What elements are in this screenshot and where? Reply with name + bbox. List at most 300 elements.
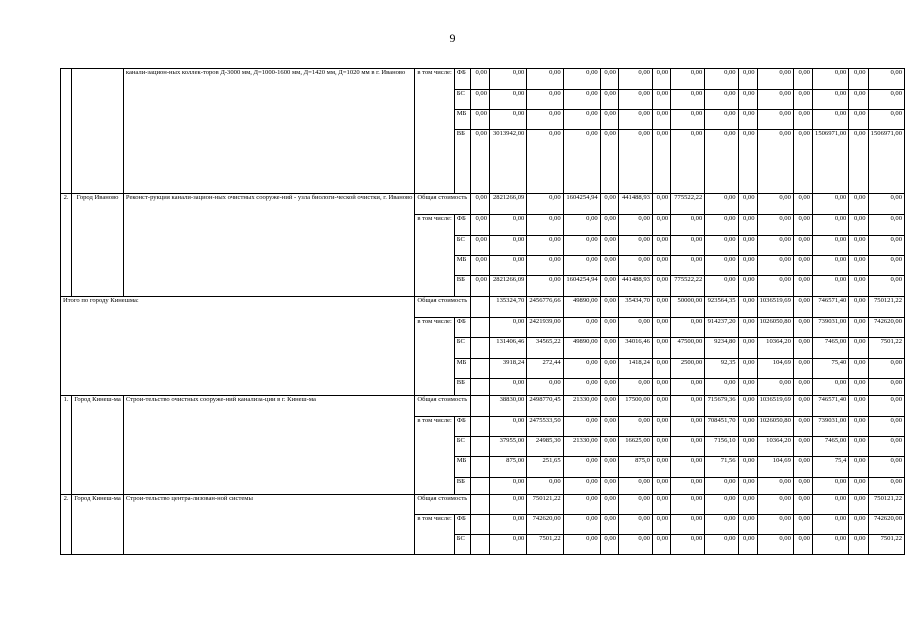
value-cell: 875,0 xyxy=(618,457,652,478)
value-cell: 50000,00 xyxy=(671,297,705,318)
value-cell: 0,00 xyxy=(793,90,812,110)
value-cell: 1418,24 xyxy=(618,359,652,379)
value-cell: 775522,22 xyxy=(671,276,705,297)
empty-cell xyxy=(471,417,490,437)
value-cell: 0,00 xyxy=(618,110,652,130)
value-cell: 0,00 xyxy=(705,194,738,215)
value-cell: 1506971,00 xyxy=(868,130,904,194)
source-breakdown-label: в том числе: xyxy=(415,69,454,194)
value-cell: 0,00 xyxy=(600,396,618,417)
value-cell: 0,00 xyxy=(652,396,670,417)
value-cell: 0,00 xyxy=(868,256,904,276)
value-cell: 742620,00 xyxy=(527,515,563,535)
value-cell: 0,00 xyxy=(563,359,600,379)
value-cell: 0,00 xyxy=(705,379,738,396)
value-cell: 0,00 xyxy=(868,194,904,215)
value-cell: 2821266,09 xyxy=(490,194,527,215)
table-row xyxy=(61,194,905,215)
value-cell: 0,00 xyxy=(671,236,705,256)
value-cell: 0,00 xyxy=(705,276,738,297)
value-cell: 0,00 xyxy=(757,495,793,515)
value-cell: 0,00 xyxy=(868,478,904,495)
value-cell: 0,00 xyxy=(849,437,868,457)
value-cell: 0,00 xyxy=(471,110,490,130)
value-cell: 0,00 xyxy=(527,276,563,297)
value-cell: 0,00 xyxy=(490,495,527,515)
value-cell: 0,00 xyxy=(652,90,670,110)
value-cell: 75,40 xyxy=(812,359,848,379)
value-cell: 2421939,00 xyxy=(527,318,563,338)
empty-cell xyxy=(471,535,490,555)
value-cell: 0,00 xyxy=(793,338,812,359)
value-cell: 0,00 xyxy=(652,215,670,236)
value-cell: 0,00 xyxy=(868,69,904,90)
value-cell: 0,00 xyxy=(868,110,904,130)
value-cell: 0,00 xyxy=(793,495,812,515)
value-cell: 0,00 xyxy=(757,130,793,194)
value-cell: 0,00 xyxy=(618,256,652,276)
value-cell: 0,00 xyxy=(600,236,618,256)
value-cell: 38830,00 xyxy=(490,396,527,417)
value-cell: 0,00 xyxy=(705,110,738,130)
funding-source: ФБ xyxy=(454,69,471,90)
value-cell: 0,00 xyxy=(471,194,490,215)
source-breakdown-label: в том числе: xyxy=(415,515,454,555)
empty-cell xyxy=(471,396,490,417)
value-cell: 0,00 xyxy=(600,130,618,194)
value-cell: 0,00 xyxy=(618,379,652,396)
value-cell: 875,00 xyxy=(490,457,527,478)
value-cell: 1036519,69 xyxy=(757,297,793,318)
value-cell: 0,00 xyxy=(705,215,738,236)
value-cell: 24985,30 xyxy=(527,437,563,457)
value-cell: 0,00 xyxy=(757,69,793,90)
value-cell: 0,00 xyxy=(618,515,652,535)
empty-cell xyxy=(471,359,490,379)
value-cell: 0,00 xyxy=(652,437,670,457)
value-cell: 49890,00 xyxy=(563,297,600,318)
value-cell: 0,00 xyxy=(793,318,812,338)
value-cell: 0,00 xyxy=(671,478,705,495)
value-cell: 0,00 xyxy=(652,297,670,318)
value-cell: 0,00 xyxy=(618,215,652,236)
value-cell: 0,00 xyxy=(563,69,600,90)
value-cell: 0,00 xyxy=(705,130,738,194)
value-cell: 0,00 xyxy=(671,110,705,130)
value-cell: 0,00 xyxy=(705,535,738,555)
value-cell: 0,00 xyxy=(738,478,757,495)
project-description: Строи-тельство центра-лизован-ной системы xyxy=(123,495,415,555)
value-cell: 0,00 xyxy=(738,457,757,478)
value-cell: 739031,00 xyxy=(812,417,848,437)
value-cell: 75,4 xyxy=(812,457,848,478)
value-cell: 272,44 xyxy=(527,359,563,379)
value-cell: 34016,46 xyxy=(618,338,652,359)
value-cell: 0,00 xyxy=(738,215,757,236)
empty-cell xyxy=(471,457,490,478)
value-cell: 0,00 xyxy=(563,515,600,535)
value-cell: 7501,22 xyxy=(527,535,563,555)
city-name xyxy=(72,69,124,194)
value-cell: 775522,22 xyxy=(671,194,705,215)
value-cell: 0,00 xyxy=(471,90,490,110)
value-cell: 0,00 xyxy=(490,478,527,495)
value-cell: 0,00 xyxy=(471,130,490,194)
value-cell: 0,00 xyxy=(490,256,527,276)
value-cell: 2500,00 xyxy=(671,359,705,379)
value-cell: 0,00 xyxy=(812,276,848,297)
row-number: 2. xyxy=(61,194,72,297)
value-cell: 0,00 xyxy=(868,236,904,256)
value-cell: 0,00 xyxy=(868,457,904,478)
value-cell: 0,00 xyxy=(563,256,600,276)
value-cell: 0,00 xyxy=(652,194,670,215)
value-cell: 0,00 xyxy=(671,535,705,555)
value-cell: 0,00 xyxy=(490,90,527,110)
value-cell: 0,00 xyxy=(793,535,812,555)
value-cell: 0,00 xyxy=(738,256,757,276)
value-cell: 0,00 xyxy=(600,69,618,90)
value-cell: 0,00 xyxy=(527,478,563,495)
value-cell: 0,00 xyxy=(652,236,670,256)
value-cell: 0,00 xyxy=(849,379,868,396)
value-cell: 0,00 xyxy=(793,396,812,417)
value-cell: 0,00 xyxy=(849,194,868,215)
value-cell: 92,35 xyxy=(705,359,738,379)
value-cell: 0,00 xyxy=(793,110,812,130)
value-cell: 0,00 xyxy=(738,437,757,457)
value-cell: 0,00 xyxy=(652,495,670,515)
value-cell: 750121,22 xyxy=(527,495,563,515)
value-cell: 21330,00 xyxy=(563,437,600,457)
value-cell: 914237,20 xyxy=(705,318,738,338)
value-cell: 0,00 xyxy=(793,256,812,276)
value-cell: 0,00 xyxy=(527,194,563,215)
value-cell: 0,00 xyxy=(738,318,757,338)
value-cell: 0,00 xyxy=(757,110,793,130)
value-cell: 0,00 xyxy=(671,515,705,535)
value-cell: 10364,20 xyxy=(757,437,793,457)
value-cell: 746571,40 xyxy=(812,396,848,417)
value-cell: 0,00 xyxy=(563,318,600,338)
value-cell: 750121,22 xyxy=(868,297,904,318)
value-cell: 0,00 xyxy=(793,297,812,318)
value-cell: 0,00 xyxy=(671,495,705,515)
value-cell: 0,00 xyxy=(652,110,670,130)
value-cell: 0,00 xyxy=(563,495,600,515)
value-cell: 0,00 xyxy=(490,535,527,555)
funding-source: МБ xyxy=(454,359,471,379)
empty-cell xyxy=(471,437,490,457)
value-cell: 135324,70 xyxy=(490,297,527,318)
value-cell: 71,56 xyxy=(705,457,738,478)
value-cell: 0,00 xyxy=(849,515,868,535)
value-cell: 0,00 xyxy=(812,256,848,276)
value-cell: 7465,00 xyxy=(812,338,848,359)
value-cell: 0,00 xyxy=(527,379,563,396)
value-cell: 0,00 xyxy=(849,276,868,297)
value-cell: 0,00 xyxy=(849,215,868,236)
total-cost-label: Общая стоимость xyxy=(415,297,471,318)
value-cell: 0,00 xyxy=(705,90,738,110)
value-cell: 1026050,80 xyxy=(757,417,793,437)
value-cell: 9234,80 xyxy=(705,338,738,359)
value-cell: 0,00 xyxy=(849,69,868,90)
value-cell: 0,00 xyxy=(563,236,600,256)
value-cell: 0,00 xyxy=(600,215,618,236)
value-cell: 0,00 xyxy=(671,90,705,110)
value-cell: 10364,20 xyxy=(757,338,793,359)
total-cost-label: Общая стоимость xyxy=(415,194,471,215)
value-cell: 0,00 xyxy=(652,256,670,276)
value-cell: 0,00 xyxy=(793,359,812,379)
value-cell: 0,00 xyxy=(652,417,670,437)
value-cell: 0,00 xyxy=(793,69,812,90)
value-cell: 0,00 xyxy=(671,379,705,396)
page-number: 9 xyxy=(449,31,456,45)
value-cell: 441488,93 xyxy=(618,194,652,215)
value-cell: 17500,00 xyxy=(618,396,652,417)
value-cell: 35434,70 xyxy=(618,297,652,318)
funding-source: ФБ xyxy=(454,215,471,236)
value-cell: 0,00 xyxy=(600,417,618,437)
value-cell: 0,00 xyxy=(868,215,904,236)
value-cell: 923564,35 xyxy=(705,297,738,318)
value-cell: 0,00 xyxy=(671,256,705,276)
value-cell: 0,00 xyxy=(618,130,652,194)
value-cell: 0,00 xyxy=(812,110,848,130)
total-cost-label: Общая стоимость xyxy=(415,396,471,417)
value-cell: 0,00 xyxy=(705,256,738,276)
value-cell: 0,00 xyxy=(738,236,757,256)
value-cell: 0,00 xyxy=(812,535,848,555)
value-cell: 0,00 xyxy=(793,215,812,236)
value-cell: 0,00 xyxy=(618,478,652,495)
value-cell: 0,00 xyxy=(812,90,848,110)
value-cell: 7501,22 xyxy=(868,338,904,359)
value-cell: 0,00 xyxy=(738,535,757,555)
value-cell: 0,00 xyxy=(757,276,793,297)
funding-source: БС xyxy=(454,90,471,110)
value-cell: 0,00 xyxy=(527,215,563,236)
value-cell: 0,00 xyxy=(618,417,652,437)
value-cell: 0,00 xyxy=(757,215,793,236)
empty-cell xyxy=(471,478,490,495)
value-cell: 0,00 xyxy=(671,437,705,457)
value-cell: 0,00 xyxy=(600,495,618,515)
value-cell: 16625,00 xyxy=(618,437,652,457)
value-cell: 746571,40 xyxy=(812,297,848,318)
value-cell: 0,00 xyxy=(563,215,600,236)
value-cell: 0,00 xyxy=(849,338,868,359)
value-cell: 0,00 xyxy=(868,359,904,379)
value-cell: 0,00 xyxy=(652,130,670,194)
value-cell: 0,00 xyxy=(600,515,618,535)
funding-source: БС xyxy=(454,338,471,359)
value-cell: 0,00 xyxy=(600,256,618,276)
value-cell: 0,00 xyxy=(652,535,670,555)
value-cell: 0,00 xyxy=(738,110,757,130)
value-cell: 0,00 xyxy=(738,417,757,437)
value-cell: 0,00 xyxy=(849,110,868,130)
value-cell: 0,00 xyxy=(527,256,563,276)
value-cell: 0,00 xyxy=(757,515,793,535)
value-cell: 0,00 xyxy=(738,297,757,318)
value-cell: 0,00 xyxy=(868,90,904,110)
funding-source: МБ xyxy=(454,457,471,478)
value-cell: 0,00 xyxy=(527,236,563,256)
value-cell: 0,00 xyxy=(563,478,600,495)
value-cell: 0,00 xyxy=(812,215,848,236)
value-cell: 0,00 xyxy=(527,130,563,194)
value-cell: 7465,00 xyxy=(812,437,848,457)
value-cell: 0,00 xyxy=(738,194,757,215)
empty-cell xyxy=(471,297,490,318)
table-row xyxy=(61,495,905,515)
value-cell: 0,00 xyxy=(849,535,868,555)
value-cell: 0,00 xyxy=(849,396,868,417)
value-cell: 0,00 xyxy=(527,110,563,130)
value-cell: 0,00 xyxy=(812,69,848,90)
value-cell: 0,00 xyxy=(671,69,705,90)
funding-source: ВБ xyxy=(454,130,471,194)
value-cell: 0,00 xyxy=(471,69,490,90)
value-cell: 0,00 xyxy=(705,236,738,256)
value-cell: 0,00 xyxy=(793,236,812,256)
value-cell: 0,00 xyxy=(705,495,738,515)
value-cell: 0,00 xyxy=(652,318,670,338)
value-cell: 0,00 xyxy=(618,535,652,555)
project-description: Строи-тельство очистных сооруже-ний канализа-ции в г. Кинеш-ма xyxy=(123,396,415,495)
value-cell: 0,00 xyxy=(618,318,652,338)
funding-source: ВБ xyxy=(454,379,471,396)
value-cell: 0,00 xyxy=(793,276,812,297)
value-cell: 0,00 xyxy=(705,478,738,495)
value-cell: 739031,00 xyxy=(812,318,848,338)
value-cell: 37955,00 xyxy=(490,437,527,457)
value-cell: 0,00 xyxy=(849,236,868,256)
row-number xyxy=(61,69,72,194)
value-cell: 742620,00 xyxy=(868,515,904,535)
empty-cell xyxy=(471,338,490,359)
value-cell: 0,00 xyxy=(490,236,527,256)
source-breakdown-label: в том числе: xyxy=(415,318,454,396)
value-cell: 0,00 xyxy=(757,236,793,256)
value-cell: 0,00 xyxy=(757,478,793,495)
city-summary-label: Итого по городу Кинешма: xyxy=(61,297,415,396)
value-cell: 0,00 xyxy=(793,379,812,396)
value-cell: 0,00 xyxy=(600,457,618,478)
value-cell: 0,00 xyxy=(652,379,670,396)
value-cell: 0,00 xyxy=(600,318,618,338)
value-cell: 0,00 xyxy=(490,417,527,437)
funding-source: БС xyxy=(454,437,471,457)
value-cell: 0,00 xyxy=(868,276,904,297)
value-cell: 0,00 xyxy=(738,396,757,417)
value-cell: 3013942,00 xyxy=(490,130,527,194)
value-cell: 104,69 xyxy=(757,457,793,478)
project-description: канали-зацион-ных коллек-торов Д-3000 мм, Д=1000-1600 мм, Д=1420 мм, Д=1020 мм в г. Иваново xyxy=(123,69,415,194)
value-cell: 0,00 xyxy=(757,194,793,215)
value-cell: 0,00 xyxy=(849,417,868,437)
value-cell: 0,00 xyxy=(812,495,848,515)
value-cell: 0,00 xyxy=(600,338,618,359)
value-cell: 0,00 xyxy=(812,515,848,535)
value-cell: 0,00 xyxy=(849,359,868,379)
value-cell: 0,00 xyxy=(600,379,618,396)
city-name: Город Кинеш-ма xyxy=(72,495,124,555)
empty-cell xyxy=(471,318,490,338)
value-cell: 0,00 xyxy=(490,215,527,236)
value-cell: 1506971,00 xyxy=(812,130,848,194)
value-cell: 0,00 xyxy=(618,90,652,110)
value-cell: 2475533,50 xyxy=(527,417,563,437)
value-cell: 1036519,69 xyxy=(757,396,793,417)
value-cell: 0,00 xyxy=(652,457,670,478)
value-cell: 0,00 xyxy=(705,515,738,535)
value-cell: 0,00 xyxy=(600,194,618,215)
value-cell: 0,00 xyxy=(563,90,600,110)
value-cell: 0,00 xyxy=(671,318,705,338)
value-cell: 131406,46 xyxy=(490,338,527,359)
value-cell: 0,00 xyxy=(757,256,793,276)
funding-source: МБ xyxy=(454,110,471,130)
value-cell: 708451,70 xyxy=(705,417,738,437)
table-row xyxy=(61,69,905,90)
value-cell: 0,00 xyxy=(812,478,848,495)
value-cell: 2498770,45 xyxy=(527,396,563,417)
value-cell: 0,00 xyxy=(738,515,757,535)
value-cell: 750121,22 xyxy=(868,495,904,515)
funding-source: ВБ xyxy=(454,478,471,495)
value-cell: 2821266,09 xyxy=(490,276,527,297)
funding-source: ФБ xyxy=(454,318,471,338)
value-cell: 0,00 xyxy=(671,457,705,478)
value-cell: 0,00 xyxy=(793,417,812,437)
value-cell: 0,00 xyxy=(652,515,670,535)
value-cell: 0,00 xyxy=(793,194,812,215)
value-cell: 0,00 xyxy=(849,90,868,110)
value-cell: 1026050,80 xyxy=(757,318,793,338)
value-cell: 0,00 xyxy=(600,110,618,130)
value-cell: 0,00 xyxy=(868,417,904,437)
value-cell: 0,00 xyxy=(527,90,563,110)
value-cell: 0,00 xyxy=(652,276,670,297)
value-cell: 104,69 xyxy=(757,359,793,379)
funding-source: ВБ xyxy=(454,276,471,297)
city-name: Город Иваново xyxy=(72,194,124,297)
empty-cell xyxy=(471,495,490,515)
value-cell: 0,00 xyxy=(849,457,868,478)
value-cell: 441488,93 xyxy=(618,276,652,297)
value-cell: 0,00 xyxy=(563,110,600,130)
value-cell: 0,00 xyxy=(490,515,527,535)
value-cell: 2456776,66 xyxy=(527,297,563,318)
value-cell: 47500,00 xyxy=(671,338,705,359)
value-cell: 34565,22 xyxy=(527,338,563,359)
value-cell: 0,00 xyxy=(793,130,812,194)
value-cell: 0,00 xyxy=(812,379,848,396)
value-cell: 0,00 xyxy=(600,535,618,555)
value-cell: 0,00 xyxy=(671,417,705,437)
row-number: 1. xyxy=(61,396,72,495)
value-cell: 0,00 xyxy=(738,130,757,194)
funding-table xyxy=(60,68,905,555)
value-cell: 0,00 xyxy=(652,478,670,495)
source-breakdown-label: в том числе: xyxy=(415,215,454,297)
city-name: Город Кинеш-ма xyxy=(72,396,124,495)
funding-source: БС xyxy=(454,535,471,555)
